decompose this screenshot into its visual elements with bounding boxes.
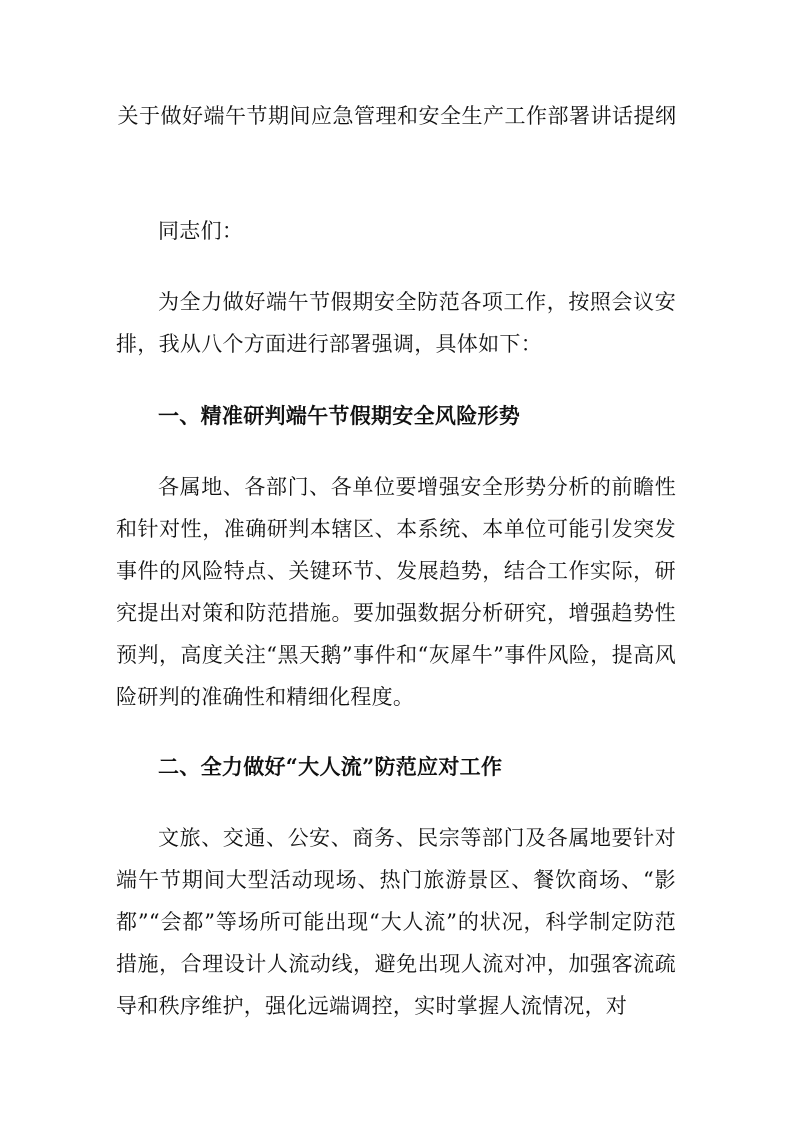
intro-paragraph: 为全力做好端午节假期安全防范各项工作，按照会议安排，我从八个方面进行部署强调，具体如下：	[116, 290, 676, 356]
section-1-body: 各属地、各部门、各单位要增强安全形势分析的前瞻性和针对性，准确研判本辖区、本系统、本单位可能引发突发事件的风险特点、关键环节、发展趋势，结合工作实际，研究提出对策和防范措施。要加强数据分析研究，增强趋势性预判，高度关注“黑天鹅”事件和“灰犀牛”事件风险，提高风险研判的准确性和精细化程度。	[116, 475, 676, 709]
salutation: 同志们：	[158, 219, 244, 243]
section-2-heading: 二、全力做好“大人流”防范应对工作	[158, 754, 503, 779]
document-title: 关于做好端午节期间应急管理和安全生产工作部署讲话提纲	[117, 104, 677, 128]
section-2-body: 文旅、交通、公安、商务、民宗等部门及各属地要针对端午节期间大型活动现场、热门旅游景区、餐饮商场、“影都”“会都”等场所可能出现“大人流”的状况，科学制定防范措施，合理设计人流动线，避免出现人流对冲，加强客流疏导和秩序维护，强化远端调控，实时掌握人流情况，对	[116, 826, 676, 1018]
section-1-heading: 一、精准研判端午节假期安全风险形势	[158, 403, 521, 428]
